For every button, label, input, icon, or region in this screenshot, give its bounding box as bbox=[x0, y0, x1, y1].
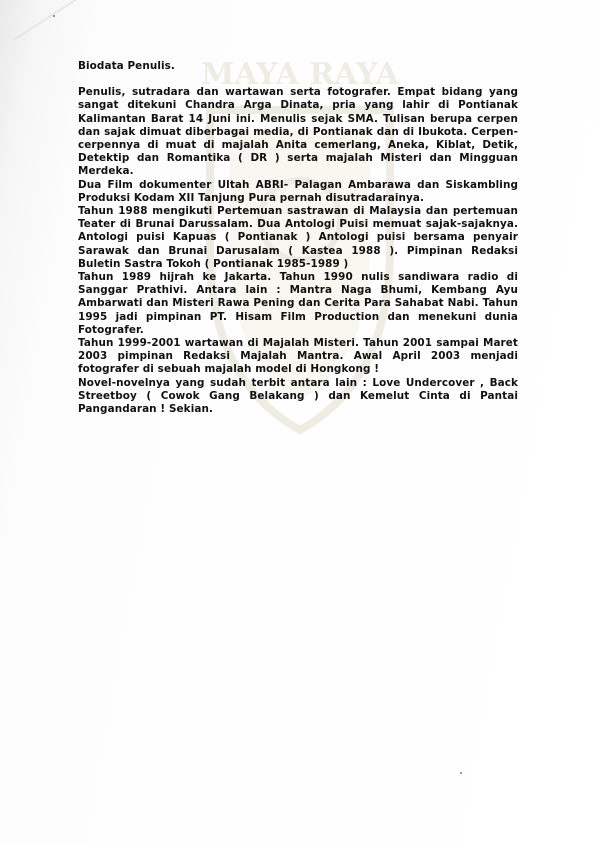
paragraph-1999: Tahun 1999-2001 wartawan di Majalah Misteri. Tahun 2001 sampai Maret 2003 pimpinan Redaksi Majalah Mantra. Awal April 2003 menjadi fotografer di sebuah majalah model di Hongkong ! bbox=[78, 337, 518, 376]
paragraph-novels: Novel-novelnya yang sudah terbit antara lain : Love Undercover , Back Streetboy ( Cowok Gang Belakang ) dan Kemelut Cinta di Pantai Pangandaran ! Sekian. bbox=[78, 376, 518, 416]
paragraph-films: Dua Film dokumenter Ultah ABRI- Palagan Ambarawa dan Siskambling Produksi Kodam XII Tanjung Pura pernah disutradarainya. bbox=[78, 178, 518, 204]
paragraph-1989: Tahun 1989 hijrah ke Jakarta. Tahun 1990 nulis sandiwara radio di Sanggar Prathivi. Antara lain : Mantra Naga Bhumi, Kembang Ayu Ambarwati dan Misteri Rawa Pening dan Cerita Para Sahabat Nabi. Tahun 1995 jadi pimpinan PT. Hisam Film Production dan menekuni dunia Fotografer. bbox=[78, 271, 518, 336]
paragraph-intro: Penulis, sutradara dan wartawan serta fotografer. Empat bidang yang sangat ditekuni Chandra Arga Dinata, pria yang lahir di Pontianak Kalimantan Barat 14 Juni ini. Menulis sejak SMA. Tulisan berupa cerpen dan sajak dimuat diberbagai media, di Pontianak dan di Ibukota. Cerpen-cerpennya di muat di majalah Anita cemerlang, Aneka, Kiblat, Detik, Detektip dan Romantika ( DR ) serta majalah Misteri dan Mingguan Merdeka. bbox=[78, 86, 518, 178]
document-heading: Biodata Penulis. bbox=[78, 60, 175, 72]
paragraph-1988: Tahun 1988 mengikuti Pertemuan sastrawan di Malaysia dan pertemuan Teater di Brunai Darussalam. Dua Antologi Puisi memuat sajak-sajaknya. Antologi puisi Kapuas ( Pontianak ) Antologi puisi bersama penyair Sarawak dan Brunai Darusalam ( Kastea 1988 ). Pimpinan Redaksi Buletin Sastra Tokoh ( Pontianak 1985-1989 ) bbox=[78, 205, 518, 270]
biodata-document bbox=[78, 60, 518, 416]
dust-speck bbox=[460, 772, 462, 774]
watermark-text: MAYA RAYA bbox=[201, 57, 399, 92]
dust-speck bbox=[53, 15, 55, 17]
